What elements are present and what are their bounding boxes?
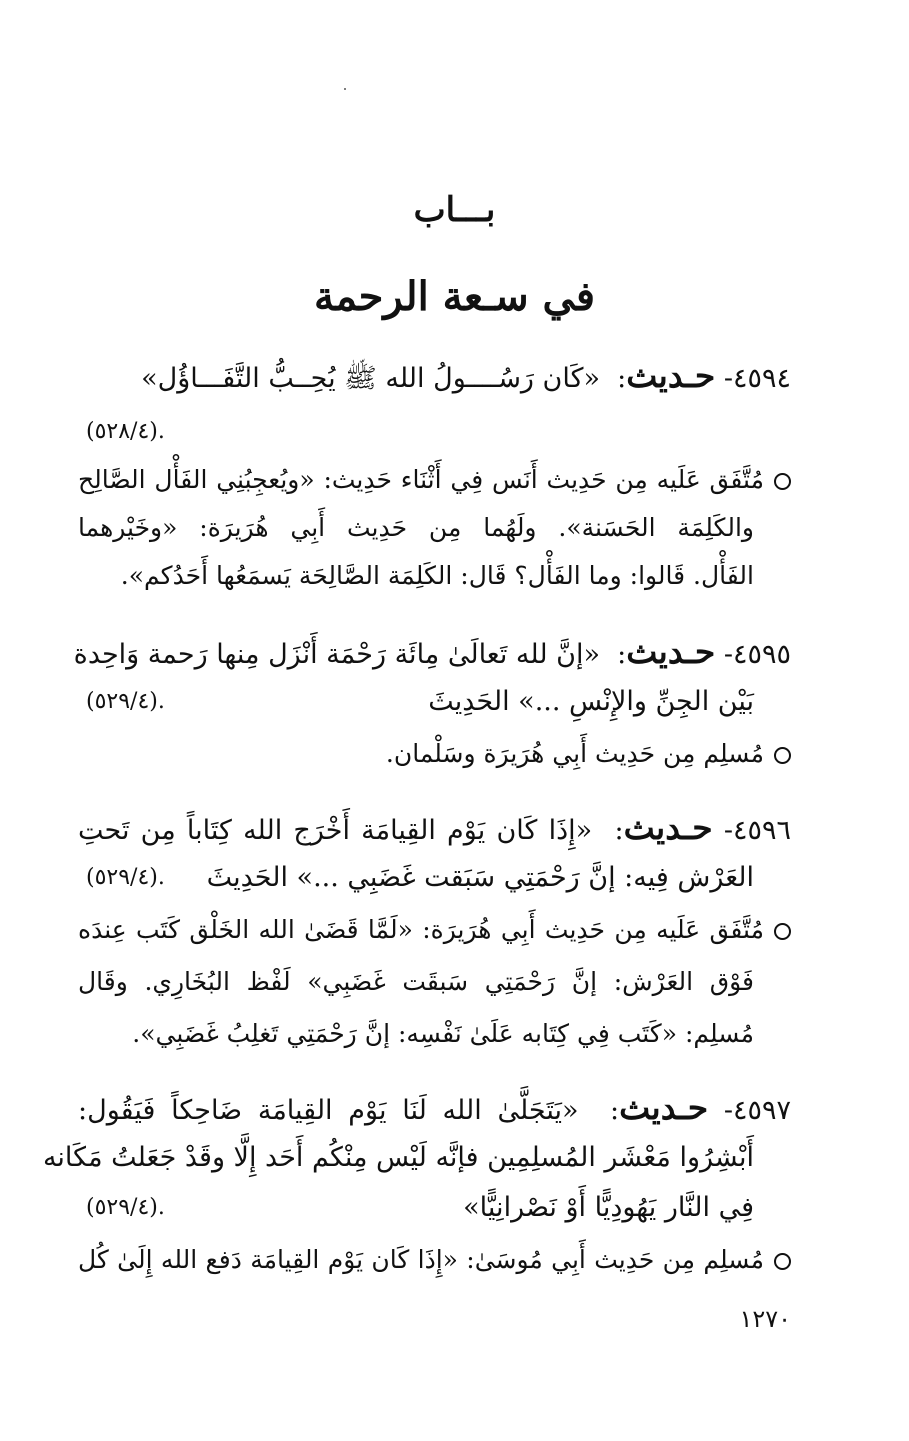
reference: .(٥٢٨/٤) — [86, 419, 165, 444]
commentary-line: الفَأْل. قَالوا: وما الفَأْل؟ قَال: الكَلِمَة الصَّالِحَة يَسمَعُها أَحَدُكم». — [120, 561, 754, 590]
hadith-text: «كَان رَسُــــولُ الله ﷺ يُحِــبُّ التَّفَـــاؤُل» — [141, 363, 600, 394]
reference: .(٥٢٩/٤) — [86, 1195, 165, 1220]
hadith-text: أَبْشِرُوا مَعْشَر المُسلِمِين فإنَّه لَيْس مِنْكُم أَحَد إِلَّا وقَدْ جَعَلتُ مَكَانه — [42, 1142, 754, 1173]
hadith-keyword: حـديث — [619, 1088, 709, 1127]
hadith-number: ٤٥٩٤- — [723, 363, 791, 394]
commentary-line: مُسلِم مِن حَدِيث أَبِي هُرَيرَة وسَلْمان. — [78, 734, 791, 774]
circle-bullet-icon — [774, 923, 791, 940]
hadith-text: فِي النَّار يَهُودِيًّا أَوْ نَصْرانِيًّا» — [463, 1192, 754, 1223]
circle-bullet-icon — [774, 473, 791, 490]
hadith-text: العَرْش فِيه: إنَّ رَحْمَتِي سَبَقت غَضَبِي ...» الحَدِيثَ — [206, 862, 754, 893]
hadith-text: «يَتَجَلَّىٰ الله لَنَا يَوْم القِيامَة ضَاحِكاً فَيَقُول: — [78, 1095, 579, 1126]
circle-bullet-icon — [774, 1253, 791, 1270]
hadith-number: ٤٥٩٦- — [723, 815, 791, 846]
hadith-keyword: حـديث — [626, 632, 716, 671]
hadith-line: ٤٥٩٧- حـديث: «يَتَجَلَّىٰ الله لَنَا يَوْم القِيامَة ضَاحِكاً فَيَقُول: — [78, 1088, 791, 1127]
chapter-title: في سـعة الرحمة — [314, 273, 595, 320]
reference: .(٥٢٩/٤) — [86, 689, 165, 714]
hadith-text: بَيْن الجِنِّ والإِنْسِ ...» الحَدِيثَ — [428, 686, 754, 717]
chapter-label: بـــاب — [413, 190, 496, 230]
ink-dot — [344, 88, 346, 90]
hadith-line: ٤٥٩٤- حـديث: «كَان رَسُــــولُ الله ﷺ يُحِــبُّ التَّفَـــاؤُل» — [141, 356, 791, 395]
hadith-number: ٤٥٩٧- — [723, 1095, 791, 1126]
reference: .(٥٢٩/٤) — [86, 865, 165, 890]
commentary-line: مُسلِم: «كَتَب فِي كِتَابه عَلَىٰ نَفْسِه: إنَّ رَحْمَتِي تَغلِبُ غَضَبِي». — [132, 1019, 754, 1048]
commentary-line: مُتَّفَق عَلَيه مِن حَدِيث أَبِي هُرَيرَة: «لَمَّا قَضَىٰ الله الخَلْق كَتَب عِندَه — [78, 910, 791, 950]
hadith-number: ٤٥٩٥- — [723, 639, 791, 670]
hadith-line: ٤٥٩٦- حـديث: «إِذَا كَان يَوْم القِيامَة أَخْرَج الله كِتَاباً مِن تَحتِ — [78, 808, 791, 847]
hadith-line: ٤٥٩٥- حـديث: «إنَّ لله تَعالَىٰ مِائَة رَحْمَة أَنْزَل مِنها رَحمة وَاحِدة — [73, 632, 791, 671]
page-number: ١٢٧٠ — [739, 1305, 791, 1333]
hadith-keyword: حـديث — [626, 356, 716, 395]
commentary-line: مُسلِم مِن حَدِيث أَبِي مُوسَىٰ: «إِذَا كَان يَوْم القِيامَة دَفع الله إِلَىٰ كُل — [78, 1240, 791, 1280]
commentary-line: فَوْق العَرْش: إنَّ رَحْمَتِي سَبقَت غَضَبِي» لَفْظ البُخَارِي. وقَال — [78, 967, 754, 996]
hadith-text: «إنَّ لله تَعالَىٰ مِائَة رَحْمَة أَنْزَل مِنها رَحمة وَاحِدة — [73, 639, 600, 670]
commentary-line: مُتَّفَق عَلَيه مِن حَدِيث أَنَس فِي أَثْنَاء حَدِيث: «ويُعجِبُنِي الفَأْل الصَّالِح — [78, 460, 791, 500]
circle-bullet-icon — [774, 747, 791, 764]
commentary-line: والكَلِمَة الحَسَنة». ولَهُما مِن حَدِيث أَبِي هُرَيرَة: «وخَيْرهما — [78, 513, 754, 542]
hadith-text: «إِذَا كَان يَوْم القِيامَة أَخْرَج الله كِتَاباً مِن تَحتِ — [78, 815, 593, 846]
hadith-keyword: حـديث — [623, 808, 713, 847]
